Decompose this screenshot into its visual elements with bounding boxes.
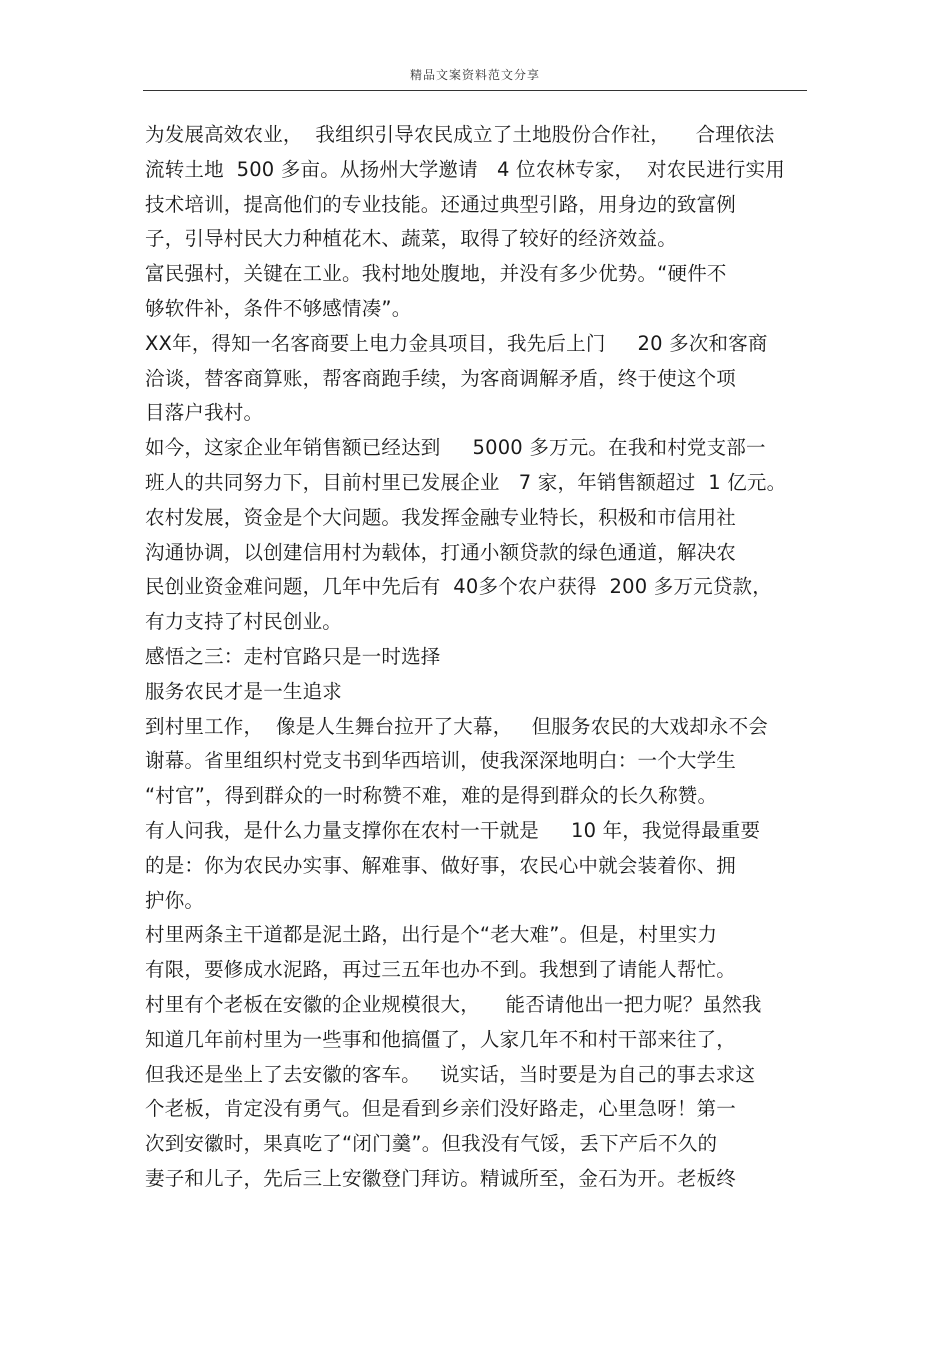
text-line: “村官”，得到群众的一时称赞不难，难的是得到群众的长久称赞。 (145, 784, 718, 808)
text-line: 农村发展，资金是个大问题。我发挥金融专业特长，积极和市信用社 (145, 505, 737, 529)
text-line: 妻子和儿子，先后三上安徽登门拜访。精诚所至，金石为开。老板终 (145, 1166, 737, 1190)
text-line: 但我还是坐上了去安徽的客车。 说实话，当时要是为自己的事去求这 (145, 1062, 756, 1086)
text-line: 村里两条主干道都是泥土路，出行是个“老大难”。但是，村里实力 (145, 923, 718, 947)
text-line: 护你。 (145, 888, 205, 912)
section-heading-line: 感悟之三：走村官路只是一时选择 (145, 644, 441, 668)
text-line: 为发展高效农业， 我组织引导农民成立了土地股份合作社， 合理依法 (145, 123, 775, 146)
text-line: 有人问我，是什么力量支撑你在农村一干就是 10 年，我觉得最重要 (145, 818, 761, 842)
text-line: 的是：你为农民办实事、解难事、做好事，农民心中就会装着你、拥 (145, 853, 737, 877)
text-line: 目落户我村。 (145, 401, 264, 425)
page-header: 精品文案资料范文分享 (409, 68, 540, 82)
text-line: XX年，得知一名客商要上电力金具项目，我先后上门 20 多次和客商 (145, 331, 768, 355)
text-line: 次到安徽时，果真吃了“闭门羹”。但我没有气馁，丢下产后不久的 (145, 1132, 718, 1156)
text-line: 够软件补，条件不够感情凑”。 (145, 296, 412, 320)
text-line: 有力支持了村民创业。 (145, 610, 343, 634)
text-line: 子，引导村民大力种植花木、蔬菜，取得了较好的经济效益。 (145, 227, 677, 251)
text-line: 富民强村，关键在工业。我村地处腹地，并没有多少优势。“硬件不 (145, 262, 727, 286)
text-line: 技术培训，提高他们的专业技能。还通过典型引路，用身边的致富例 (145, 192, 737, 216)
text-line: 到村里工作， 像是人生舞台拉开了大幕， 但服务农民的大戏却永不会 (145, 714, 768, 738)
text-line: 民创业资金难问题，几年中先后有 40多个农户获得 200 多万元贷款， (145, 575, 772, 599)
text-line: 班人的共同努力下，目前村里已发展企业 7 家，年销售额超过 1 亿元。 (145, 470, 787, 494)
text-line: 有限，要修成水泥路，再过三五年也办不到。我想到了请能人帮忙。 (145, 958, 737, 982)
text-line: 村里有个老板在安徽的企业规模很大， 能否请他出一把力呢？虽然我 (145, 992, 762, 1016)
text-line: 如今，这家企业年销售额已经达到 5000 多万元。在我和村党支部一 (145, 436, 766, 460)
header-divider (143, 90, 807, 91)
text-line: 知道几年前村里为一些事和他搞僵了，人家几年不和村干部来往了， (145, 1027, 737, 1051)
text-line: 个老板，肯定没有勇气。但是看到乡亲们没好路走，心里急呀！第一 (145, 1097, 737, 1121)
section-heading-line: 服务农民才是一生追求 (145, 679, 343, 703)
body-text (145, 118, 810, 1197)
text-line: 谢幕。省里组织村党支书到华西培训，使我深深地明白：一个大学生 (145, 749, 737, 773)
text-line: 流转土地 500 多亩。从扬州大学邀请 4 位农林专家， 对农民进行实用 (145, 157, 785, 181)
text-line: 洽谈，替客商算账，帮客商跑手续，为客商调解矛盾，终于使这个项 (145, 366, 737, 390)
text-line: 沟通协调，以创建信用村为载体，打通小额贷款的绿色通道，解决农 (145, 540, 737, 564)
